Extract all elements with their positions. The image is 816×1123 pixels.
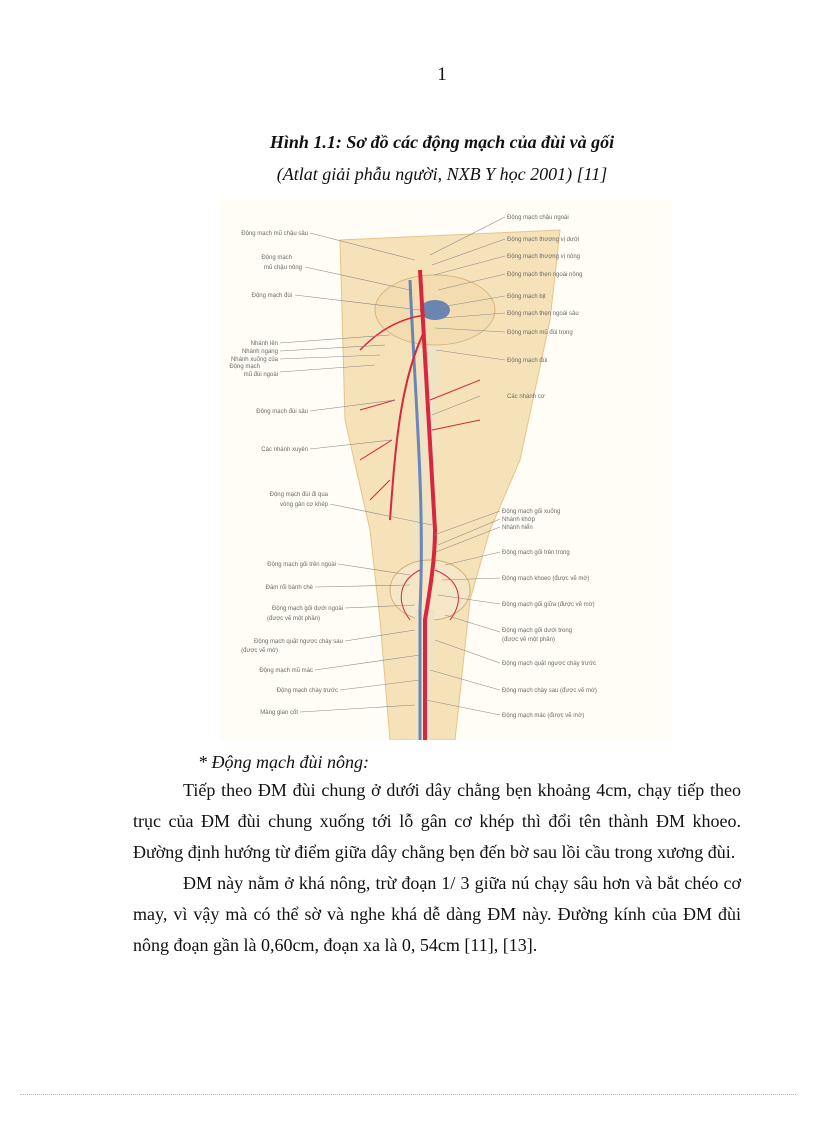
label-left-3: Động mạch đùi <box>251 293 292 299</box>
label-left-6: Nhánh xuống của <box>230 357 278 363</box>
label-right-8: Các nhánh cơ <box>507 394 545 400</box>
label-left-5: Nhánh ngang <box>241 349 278 355</box>
label-right-9: Động mạch gối xuống <box>502 509 561 515</box>
label-left-11: Động mạch đùi đi qua <box>269 492 328 498</box>
label-left-14: Đám rối bánh chè <box>265 585 313 591</box>
label-left-4: Nhánh lên <box>250 341 278 347</box>
label-left-13: Động mạch gối trên ngoài <box>267 562 336 568</box>
label-right-7: Động mạch đùi <box>507 358 548 364</box>
label-right-16: (được vẽ một phần) <box>502 637 555 643</box>
figure-source: (Atlat giải phẫu người, NXB Y học 2001) [11] <box>276 164 608 184</box>
label-right-3: Động mạch thẹn ngoài nông <box>507 272 583 278</box>
label-left-0: Động mạch mũ chậu sâu <box>241 231 308 237</box>
label-left-18: (được vẽ mờ) <box>241 648 278 654</box>
label-right-18: Động mạch chày sau (được vẽ mờ) <box>502 688 597 694</box>
label-left-10: Các nhánh xuyên <box>261 447 308 453</box>
label-left-19: Động mạch mũ mác <box>259 668 313 674</box>
label-left-8: mũ đùi ngoài <box>243 372 278 378</box>
label-left-7: Động mạch <box>229 364 260 370</box>
label-right-14: Động mạch gối giữa (được vẽ mờ) <box>502 602 595 608</box>
paragraph-2: ĐM này nằm ở khá nông, trừ đoạn 1/ 3 giữa nú chạy sâu hơn và bắt chéo cơ may, vì vậy mà có thể sờ và nghe khá dễ dàng ĐM này. Đường kính của ĐM đùi nông đoạn gần là 0,60cm, đoạn xa là 0, 54cm [11], [13]. <box>133 873 741 955</box>
body-text <box>133 775 741 961</box>
label-left-1: Động mạch <box>261 255 292 261</box>
label-left-17: Động mạch quặt ngược chày sau <box>253 639 343 645</box>
label-left-20: Động mạch chày trước <box>276 688 338 694</box>
artery-diagram <box>220 200 672 740</box>
paragraph-1: Tiếp theo ĐM đùi chung ở dưới dây chằng bẹn khoảng 4cm, chạy tiếp theo trục của ĐM đùi chung xuống tới lỗ gân cơ khép thì đổi tên thành ĐM khoeo. Đường định hướng từ điểm giữa dây chằng bẹn đến bờ sau lồi cầu trong xương đùi. <box>133 780 741 862</box>
page-footer-rule <box>20 1094 796 1095</box>
label-left-15: Động mạch gối dưới ngoài <box>272 606 343 612</box>
label-right-4: Động mạch bịt <box>507 294 546 300</box>
label-right-17: Động mạch quặt ngược chày trước <box>502 661 596 667</box>
label-right-5: Động mạch thẹn ngoài sâu <box>507 311 579 317</box>
label-right-12: Động mạch gối trên trong <box>502 550 570 556</box>
labels-left <box>229 231 343 716</box>
label-right-15: Động mạch gối dưới trong <box>502 628 572 634</box>
label-left-21: Màng gian cốt <box>260 710 298 716</box>
label-right-19: Động mạch mác (được vẽ mờ) <box>502 713 585 719</box>
label-left-9: Động mạch đùi sâu <box>256 409 308 415</box>
label-right-6: Động mạch mũ đùi trong <box>507 330 573 336</box>
label-right-0: Động mạch chậu ngoài <box>507 215 569 221</box>
page-number: 1 <box>437 64 447 85</box>
label-right-11: Nhánh hiển <box>502 525 533 531</box>
anatomy-figure <box>220 200 672 740</box>
label-left-16: (được vẽ một phần) <box>267 616 320 622</box>
label-left-2: mũ chậu nông <box>263 265 302 271</box>
label-right-10: Nhánh khớp <box>502 517 535 523</box>
label-right-2: Động mạch thượng vị nông <box>507 254 580 260</box>
figure-title: Hình 1.1: Sơ đồ các động mạch của đùi và gối <box>269 132 615 152</box>
section-heading: * Động mạch đùi nông: <box>198 752 369 772</box>
label-right-1: Động mạch thượng vị dưới <box>507 237 580 243</box>
label-left-12: vòng gân cơ khép <box>280 502 328 508</box>
label-right-13: Động mạch khoeo (được vẽ mờ) <box>502 576 590 582</box>
